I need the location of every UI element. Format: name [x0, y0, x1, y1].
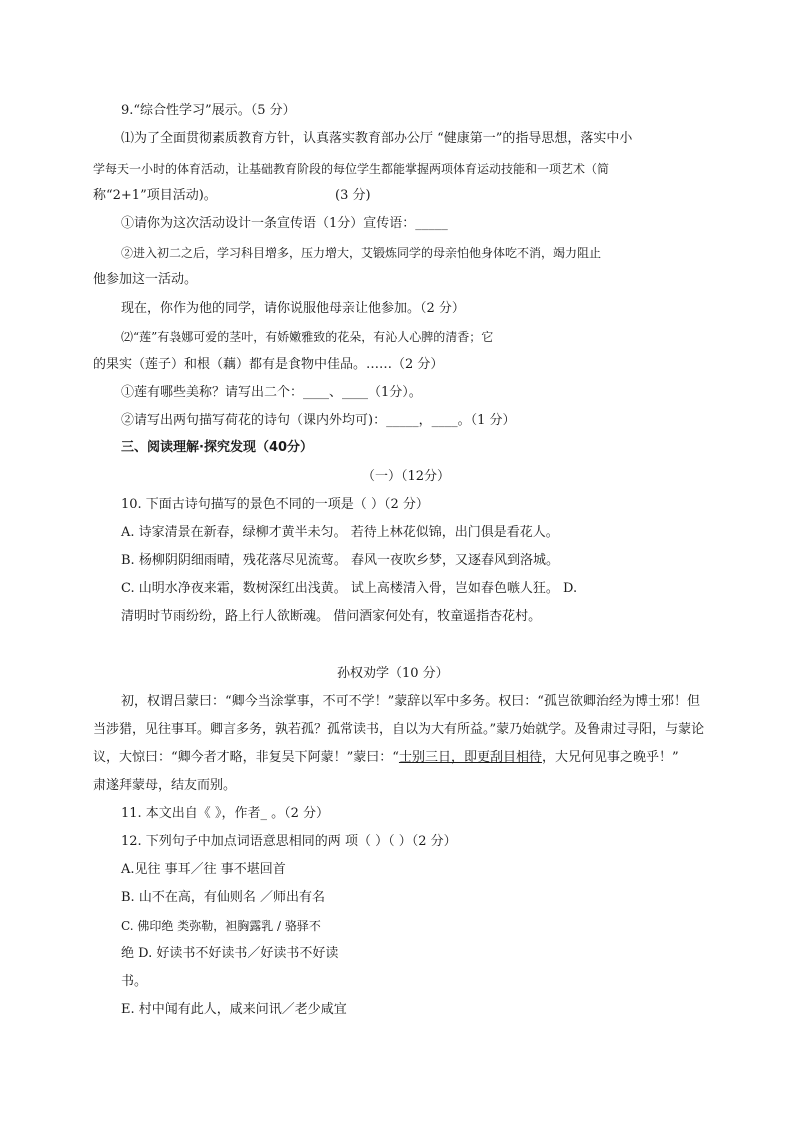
question-10-heading: 10. 下面古诗句描写的景色不同的一项是（ ）（2 分） [121, 497, 429, 512]
q9-part1-score: (3 分) [335, 188, 371, 203]
subsection-1-heading: （一）（12分） [362, 469, 451, 484]
q9-sub2-task: 现在，你作为他的同学，请你说服他母亲让他参加。（2 分） [121, 301, 465, 316]
passage-line3 [93, 750, 679, 766]
q12-option-e: E. 村中闻有此人，咸来问讯／老少咸宜 [121, 1002, 347, 1017]
q9-part2-text-line2: 的果实（莲子）和根（藕）都有是食物中佳品。……（2 分） [93, 357, 444, 372]
q12-option-c: C. 佛印绝 类弥勒，袒胸露乳 / 骆驿不 [121, 919, 321, 933]
q10-option-d: 清明时节雨纷纷，路上行人欲断魂。 借问酒家何处有，牧童遥指杏花村。 [121, 609, 542, 624]
question-11: 11. 本文出自《 》，作者_ 。（2 分） [121, 806, 329, 821]
section-3-heading: 三、阅读理解·探究发现（40分） [121, 440, 314, 455]
q10-option-a: A. 诗家清景在新春，绿柳才黄半未匀。 若待上林花似锦，出门俱是看花人。 [121, 525, 559, 540]
underlined-quote: 士别三日，即更刮目相待 [398, 750, 542, 765]
q9-part1-text-line3: 称“2+1”项目活动)。 [93, 188, 217, 203]
q9-sub2: ②进入初二之后，学习科目增多，压力增大，艾锻炼同学的母亲怕他身体吃不消，竭力阻止 [121, 246, 602, 260]
q9-part2-text: ⑵“莲”有袅娜可爱的茎叶，有娇嫩雅致的花朵，有沁人心脾的清香；它 [121, 330, 494, 344]
passage-title: 孙权劝学（10 分） [337, 666, 449, 681]
passage-line3-start: 议，大惊曰：“卿今者才略，非复吴下阿蒙！”蒙曰：“ [93, 750, 399, 765]
q9-part1-text-line2: 学每天一小时的体育活动，让基础教育阶段的每位学生都能掌握两项体育运动技能和一项艺术（简 [93, 162, 610, 176]
passage-line3-end: ，大兄何见事之晚乎！” [541, 750, 679, 765]
q9-part2-sub1: ①莲有哪些美称？请写出二个：____、____（1分）。 [121, 385, 422, 400]
q10-option-c: C. 山明水净夜来霜，数树深红出浅黄。 试上高楼清入骨，岂如春色嗾人狂。 D. [121, 581, 578, 596]
passage-line4: 肃遂拜蒙母，结友而别。 [93, 778, 237, 793]
q10-option-b: B. 杨柳阴阴细雨晴，残花落尽见流莺。 春风一夜吹乡梦，又逐春风到洛城。 [121, 553, 559, 568]
q9-sub1: ①请你为这次活动设计一条宣传语（1分）宣传语：_____ [121, 216, 448, 231]
q9-part1-text: ⑴为了全面贯彻素质教育方针，认真落实教育部办公厅 “健康第一”的指导思想，落实中小 [121, 131, 633, 146]
question-12-heading: 12. 下列句子中加点词语意思相同的两 项（ ）（ ）（2 分） [121, 834, 457, 849]
q9-part2-sub2: ②请写出两句描写荷花的诗句（课内外均可)：_____，____。（1 分） [121, 413, 516, 428]
q9-sub2-cont: 他参加这一活动。 [93, 272, 198, 287]
question-9-heading: 9.“综合性学习”展示。（5 分） [121, 103, 296, 118]
q12-option-d-cont: 书。 [121, 974, 148, 989]
passage-line1: 初，权谓吕蒙曰：“卿今当涂掌事，不可不学！”蒙辞以军中多务。权曰：“孤岂欲卿治经为博士邪！但 [121, 694, 700, 709]
q12-option-b: B. 山不在高，有仙则名 ／师出有名 [121, 890, 325, 905]
q12-option-c-cont-d: 绝 D. 好读书不好读书／好读书不好读 [121, 946, 339, 961]
passage-line2: 当涉猎，见往事耳。卿言多务，孰若孤？孤常读书，自以为大有所益。”蒙乃始就学。及鲁肃过寻阳，与蒙论 [93, 722, 705, 737]
q12-option-a: A.见往 事耳／往 事不堪回首 [121, 862, 286, 877]
